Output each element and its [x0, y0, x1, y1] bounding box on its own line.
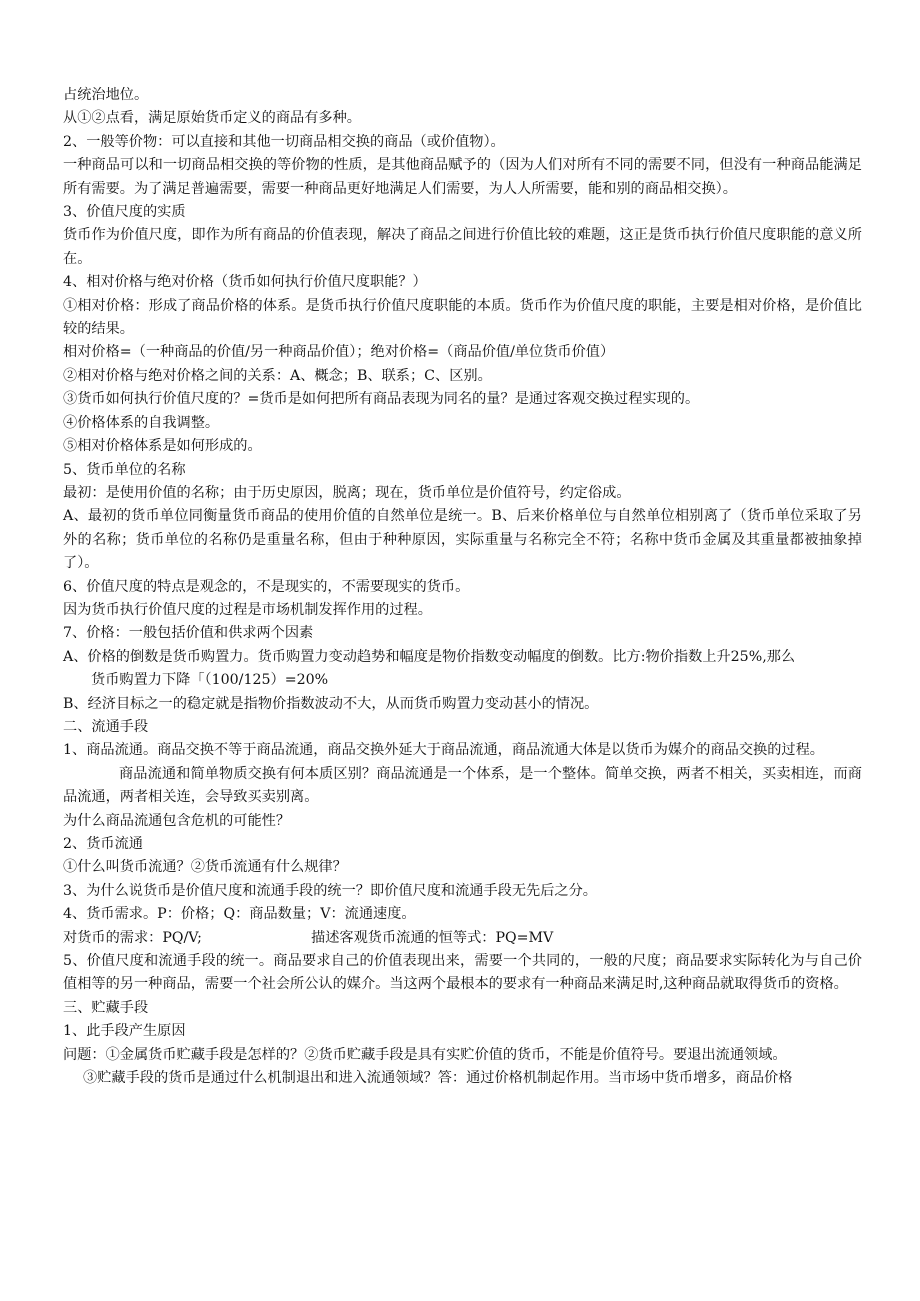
text-line: B、经济目标之一的稳定就是指物价指数波动不大，从而货币购置力变动甚小的情况。 [63, 695, 599, 712]
chapter-heading: 三、贮藏手段 [63, 999, 149, 1016]
text-line: 占统治地位。 [63, 87, 149, 103]
identity-formula: 描述客观货币流通的恒等式：PQ=MV [311, 929, 554, 946]
section-heading: 3、价值尺度的实质 [63, 204, 186, 221]
text-line: ③贮藏手段的货币是通过什么机制退出和进入流通领域？答：通过价格机制起作用。当市场中货币增多，商品价格 [83, 1070, 793, 1087]
section-heading: 5、货币单位的名称 [63, 461, 186, 478]
text-line: 从①②点看，满足原始货币定义的商品有多种。 [63, 110, 361, 127]
text-line: 因为货币执行价值尺度的过程是市场机制发挥作用的过程。 [63, 601, 432, 618]
paragraph: 一种商品可以和一切商品相交换的等价物的性质，是其他商品赋予的（因为人们对所有不同的需要不同，但没有一种商品能满足所有需要。为了满足普遍需要，需要一种商品更好地满足人们需要，为人人所需要，能和别的商品相交换）。 [63, 157, 862, 197]
money-demand-formula: 对货币的需求：PQ/V; [63, 929, 202, 946]
paragraph: 商品流通和简单物质交换有何本质区别？商品流通是一个体系，是一个整体。简单交换，两者不相关，买卖相连，而商品流通，两者相关连，会导致买卖别离。 [63, 765, 862, 806]
text-line: A、价格的倒数是货币购置力。货币购置力变动趋势和幅度是物价指数变动幅度的倒数。比方:物价指数上升25%,那么 [63, 648, 796, 665]
section-heading: 6、价值尺度的特点是观念的，不是现实的，不需要现实的货币。 [63, 578, 470, 595]
chapter-heading: 二、流通手段 [63, 718, 149, 735]
paragraph: 货币作为价值尺度，即作为所有商品的价值表现，解决了商品之间进行价值比较的难题，这正是货币执行价值尺度职能的意义所在。 [63, 227, 862, 267]
text-line: 最初：是使用价值的名称；由于历史原因，脱离；现在，货币单位是价值符号，约定俗成。 [63, 484, 631, 501]
section-heading: 7、价格：一般包括价值和供求两个因素 [63, 625, 314, 642]
text-line: ③货币如何执行价值尺度的？=货币是如何把所有商品表现为同名的量？是通过客观交换过程实现的。 [63, 391, 700, 408]
formula-row [63, 927, 862, 950]
section-heading: 4、货币需求。P：价格；Q：商品数量；V：流通速度。 [63, 906, 416, 923]
section-heading: 2、一般等价物：可以直接和其他一切商品相交换的商品（或价值物）。 [63, 133, 505, 150]
paragraph: 5、价值尺度和流通手段的统一。商品要求自己的价值表现出来，需要一个共同的，一般的尺度；商品要求实际转化为与自己价值相等的另一种商品，需要一个社会所公认的媒介。当这两个最根本的要求有一种商品来满足时,这种商品就取得货币的资格。 [63, 953, 862, 993]
text-line: ⑤相对价格体系是如何形成的。 [63, 438, 262, 455]
section-heading: 2、货币流通 [63, 836, 143, 852]
paragraph: A、最初的货币单位同衡量货币商品的使用价值的自然单位是统一。B、后来价格单位与自然单位相别离了（货币单位采取了另外的名称；货币单位的名称仍是重量名称，但由于种种原因，实际重量与名称完全不符；名称中货币金属及其重量都被抽象掉了）。 [63, 508, 862, 572]
text-line: ②相对价格与绝对价格之间的关系：A、概念；B、联系；C、区别。 [63, 367, 492, 384]
text-line: ④价格体系的自我调整。 [63, 414, 220, 431]
text-line: ①什么叫货币流通？②货币流通有什么规律？ [63, 859, 347, 876]
section-heading: 4、相对价格与绝对价格（货币如何执行价值尺度职能？） [63, 274, 427, 291]
formula-line: 相对价格=（一种商品的价值/另一种商品价值）；绝对价格=（商品价值/单位货币价值） [63, 344, 615, 361]
paragraph: ①相对价格：形成了商品价格的体系。是货币执行价值尺度职能的本质。货币作为价值尺度的职能，主要是相对价格，是价值比较的结果。 [63, 297, 862, 338]
text-line: 问题：①金属货币贮藏手段是怎样的？②货币贮藏手段是具有实贮价值的货币，不能是价值符号。要退出流通领域。 [63, 1046, 787, 1063]
formula-line: 货币购置力下降「（100/125）=20% [91, 672, 329, 689]
section-heading: 3、为什么说货币是价值尺度和流通手段的统一？即价值尺度和流通手段无先后之分。 [63, 882, 597, 899]
text-line: 为什么商品流通包含危机的可能性？ [63, 812, 291, 829]
section-heading: 1、此手段产生原因 [63, 1023, 186, 1040]
paragraph: 1、商品流通。商品交换不等于商品流通，商品交换外延大于商品流通，商品流通大体是以货币为媒介的商品交换的过程。 [63, 742, 824, 759]
